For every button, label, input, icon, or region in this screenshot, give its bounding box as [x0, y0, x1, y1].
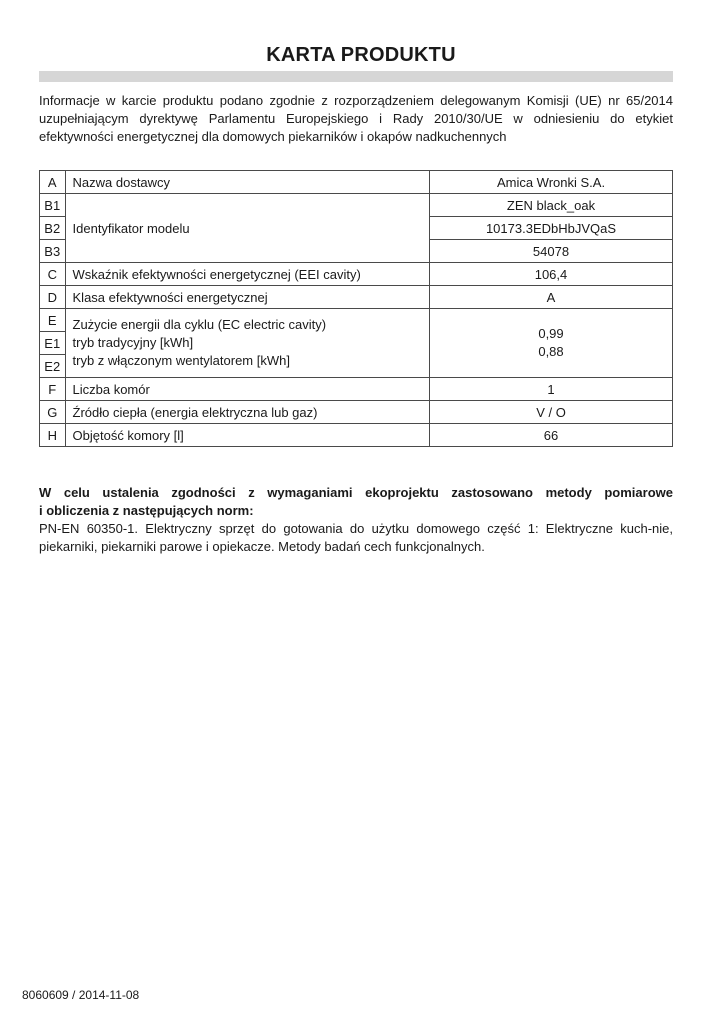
norms-text-line: piekarniki, piekarniki parowe i opiekacze. Metody badań cech funkcjonalnych.: [39, 539, 485, 554]
document-footer: 8060609 / 2014-11-08: [22, 988, 140, 1002]
row-label: Źródło ciepła (energia elektryczna lub gaz): [65, 401, 429, 424]
row-value: ZEN black_oak: [430, 194, 673, 217]
row-label: Objętość komory [l]: [65, 424, 429, 447]
row-label-line: tryb z włączonym wentylatorem [kWh]: [72, 353, 290, 368]
row-value: Amica Wronki S.A.: [430, 171, 673, 194]
row-label: [65, 309, 429, 378]
row-label: Identyfikator modelu: [65, 194, 429, 263]
row-code: B3: [40, 240, 66, 263]
table-row: [40, 378, 673, 401]
row-value: 54078: [430, 240, 673, 263]
table-row: [40, 424, 673, 447]
row-label: Wskaźnik efektywności energetycznej (EEI cavity): [65, 263, 429, 286]
norms-section: [39, 484, 673, 556]
title-underline-bar: [39, 71, 673, 82]
intro-line: efektywności energetycznej dla domowych piekarników i okapów nadkuchennych: [39, 129, 507, 144]
norms-text-line: PN-EN 60350-1. Elektryczny sprzęt do gotowania do użytku domowego część 1: Elektryczne kuch-nie,: [39, 521, 673, 536]
row-label: Nazwa dostawcy: [65, 171, 429, 194]
row-value-line: 0,88: [538, 344, 564, 359]
table-row: [40, 171, 673, 194]
row-label-line: tryb tradycyjny [kWh]: [72, 335, 194, 350]
table-row: [40, 401, 673, 424]
intro-line: uzupełniającym dyrektywę Parlamentu Europejskiego i Rady 2010/30/UE w odniesieniu do etykiet: [39, 111, 673, 126]
row-value: 106,4: [430, 263, 673, 286]
table-row: [40, 194, 673, 217]
row-code: C: [40, 263, 66, 286]
row-label: Klasa efektywności energetycznej: [65, 286, 429, 309]
row-code: F: [40, 378, 66, 401]
row-value: 1: [430, 378, 673, 401]
row-code: A: [40, 171, 66, 194]
table-row: [40, 263, 673, 286]
intro-paragraph: [39, 92, 673, 146]
row-value: A: [430, 286, 673, 309]
row-value: 10173.3EDbHbJVQaS: [430, 217, 673, 240]
row-label-line: Zużycie energii dla cyklu (EC electric cavity): [72, 317, 327, 332]
row-label: Liczba komór: [65, 378, 429, 401]
row-value-line: 0,99: [538, 326, 564, 341]
row-code: B2: [40, 217, 66, 240]
row-code: D: [40, 286, 66, 309]
product-spec-table: [39, 170, 673, 447]
row-code: G: [40, 401, 66, 424]
row-code: B1: [40, 194, 66, 217]
table-row: [40, 286, 673, 309]
table-row: [40, 309, 673, 332]
row-value: V / O: [430, 401, 673, 424]
row-code: H: [40, 424, 66, 447]
page-title: KARTA PRODUKTU: [266, 44, 456, 66]
norms-heading-line: W celu ustalenia zgodności z wymaganiami ekoprojektu zastosowano metody pomiarowe: [39, 485, 673, 500]
row-code: E: [40, 309, 66, 332]
intro-line: Informacje w karcie produktu podano zgodnie z rozporządzeniem delegowanym Komisji (UE) nr 65/2014: [39, 93, 673, 108]
norms-heading-line: i obliczenia z następujących norm:: [39, 503, 254, 518]
row-value: 66: [430, 424, 673, 447]
row-code: E1: [40, 332, 66, 355]
row-value: [430, 309, 673, 378]
row-code: E2: [40, 355, 66, 378]
